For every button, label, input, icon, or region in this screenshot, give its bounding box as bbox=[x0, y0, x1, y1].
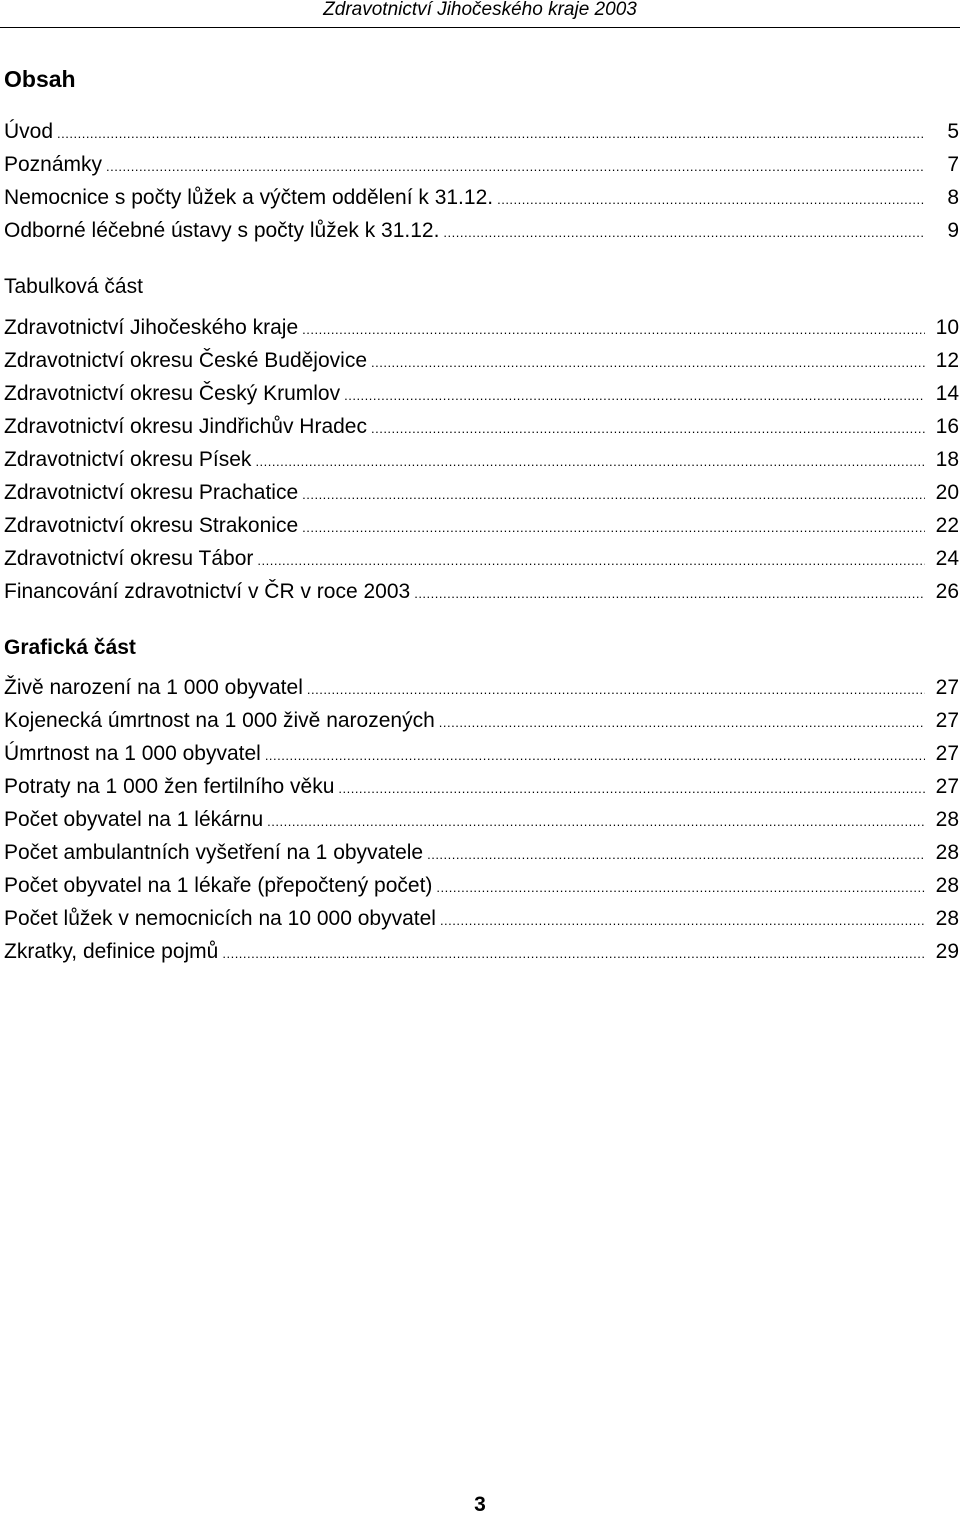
toc-leader-dots bbox=[307, 673, 925, 706]
toc-leader-dots bbox=[106, 150, 925, 183]
toc-entry-page: 16 bbox=[935, 415, 959, 438]
toc-leader-dots bbox=[302, 478, 925, 511]
toc-entry[interactable] bbox=[4, 836, 959, 869]
toc-leader-dots bbox=[440, 904, 925, 937]
toc-entry[interactable] bbox=[4, 671, 959, 704]
toc-tables-list bbox=[4, 311, 959, 608]
toc-entry-title: Zdravotnictví okresu České Budějovice bbox=[4, 349, 367, 372]
toc-leader-dots bbox=[255, 445, 925, 478]
toc-leader-dots bbox=[257, 544, 925, 577]
toc-entry-page: 24 bbox=[935, 547, 959, 570]
running-header: Zdravotnictví Jihočeského kraje 2003 bbox=[323, 0, 637, 20]
toc-entry[interactable] bbox=[4, 803, 959, 836]
toc-entry[interactable] bbox=[4, 935, 959, 968]
toc-graphics-list bbox=[4, 671, 959, 968]
toc-leader-dots bbox=[439, 706, 925, 739]
toc-leader-dots bbox=[443, 216, 925, 249]
toc-entry[interactable] bbox=[4, 770, 959, 803]
toc-entry-page: 26 bbox=[935, 580, 959, 603]
toc-entry[interactable] bbox=[4, 443, 959, 476]
toc-leader-dots bbox=[338, 772, 925, 805]
toc-leader-dots bbox=[302, 313, 925, 346]
toc-leader-dots bbox=[436, 871, 925, 904]
toc-entry[interactable] bbox=[4, 115, 959, 148]
toc-entry-page: 8 bbox=[947, 186, 959, 209]
toc-entry[interactable] bbox=[4, 476, 959, 509]
toc-entry[interactable] bbox=[4, 410, 959, 443]
toc-entry-title: Zdravotnictví okresu Český Krumlov bbox=[4, 382, 341, 405]
toc-entry-title: Živě narození na 1 000 obyvatel bbox=[4, 676, 303, 699]
toc-entry-page: 14 bbox=[935, 382, 959, 405]
toc-entry-title: Nemocnice s počty lůžek a výčtem oddělení k 31.12. bbox=[4, 186, 494, 209]
toc-entry-title: Úvod bbox=[4, 120, 54, 143]
toc-entry-title: Počet obyvatel na 1 lékaře (přepočtený počet) bbox=[4, 874, 433, 897]
toc-entry[interactable] bbox=[4, 311, 959, 344]
toc-entry-page: 5 bbox=[947, 120, 959, 143]
toc-entry-title: Potraty na 1 000 žen fertilního věku bbox=[4, 775, 335, 798]
toc-entry-page: 27 bbox=[935, 775, 959, 798]
toc-entry-page: 9 bbox=[947, 219, 959, 242]
toc-entry-page: 12 bbox=[935, 349, 959, 372]
page-number: 3 bbox=[474, 1493, 486, 1516]
toc-leader-dots bbox=[344, 379, 925, 412]
toc-entry-title: Kojenecká úmrtnost na 1 000 živě narozených bbox=[4, 709, 435, 732]
toc-entry-title: Počet obyvatel na 1 lékárnu bbox=[4, 808, 264, 831]
toc-entry[interactable] bbox=[4, 542, 959, 575]
toc-entry[interactable] bbox=[4, 902, 959, 935]
toc-entry-page: 7 bbox=[947, 153, 959, 176]
toc-leader-dots bbox=[302, 511, 925, 544]
toc-leader-dots bbox=[371, 412, 925, 445]
toc-entry-title: Zdravotnictví Jihočeského kraje bbox=[4, 316, 299, 339]
toc-title: Obsah bbox=[4, 66, 76, 92]
toc-entry-title: Zdravotnictví okresu Strakonice bbox=[4, 514, 299, 537]
toc-entry-page: 27 bbox=[935, 709, 959, 732]
toc-leader-dots bbox=[371, 346, 925, 379]
toc-leader-dots bbox=[57, 117, 925, 150]
toc-entry-page: 28 bbox=[935, 841, 959, 864]
toc-entry-page: 10 bbox=[935, 316, 959, 339]
toc-entry-title: Počet lůžek v nemocnicích na 10 000 obyvatel bbox=[4, 907, 436, 930]
toc-entry-title: Zdravotnictví okresu Jindřichův Hradec bbox=[4, 415, 367, 438]
toc-leader-dots bbox=[222, 937, 925, 970]
toc-entry-title: Odborné léčebné ústavy s počty lůžek k 31.12. bbox=[4, 219, 440, 242]
toc-entry[interactable] bbox=[4, 344, 959, 377]
toc-entry[interactable] bbox=[4, 181, 959, 214]
toc-entry-page: 20 bbox=[935, 481, 959, 504]
toc-leader-dots bbox=[414, 577, 925, 610]
toc-entry-title: Zkratky, definice pojmů bbox=[4, 940, 219, 963]
toc-entry[interactable] bbox=[4, 148, 959, 181]
toc-entry[interactable] bbox=[4, 214, 959, 247]
toc-entry[interactable] bbox=[4, 509, 959, 542]
header-divider bbox=[0, 27, 960, 28]
toc-entry-page: 22 bbox=[935, 514, 959, 537]
toc-entry-title: Zdravotnictví okresu Prachatice bbox=[4, 481, 299, 504]
toc-entry-page: 27 bbox=[935, 742, 959, 765]
toc-entry-title: Financování zdravotnictví v ČR v roce 2003 bbox=[4, 580, 411, 603]
toc-intro-list bbox=[4, 115, 959, 247]
toc-entry-title: Poznámky bbox=[4, 153, 103, 176]
toc-leader-dots bbox=[427, 838, 925, 871]
toc-entry[interactable] bbox=[4, 704, 959, 737]
toc-entry-page: 18 bbox=[935, 448, 959, 471]
toc-entry-page: 29 bbox=[935, 940, 959, 963]
toc-entry[interactable] bbox=[4, 737, 959, 770]
toc-entry-page: 27 bbox=[935, 676, 959, 699]
toc-entry-title: Zdravotnictví okresu Tábor bbox=[4, 547, 254, 570]
toc-leader-dots bbox=[267, 805, 925, 838]
section-heading-tables: Tabulková část bbox=[4, 275, 143, 298]
toc-entry-page: 28 bbox=[935, 808, 959, 831]
toc-entry[interactable] bbox=[4, 377, 959, 410]
toc-entry-title: Úmrtnost na 1 000 obyvatel bbox=[4, 742, 261, 765]
toc-entry-page: 28 bbox=[935, 874, 959, 897]
toc-entry[interactable] bbox=[4, 869, 959, 902]
toc-entry[interactable] bbox=[4, 575, 959, 608]
toc-entry-page: 28 bbox=[935, 907, 959, 930]
toc-leader-dots bbox=[265, 739, 925, 772]
toc-entry-title: Počet ambulantních vyšetření na 1 obyvatele bbox=[4, 841, 424, 864]
section-heading-graphics: Grafická část bbox=[4, 636, 136, 659]
toc-leader-dots bbox=[497, 183, 925, 216]
toc-entry-title: Zdravotnictví okresu Písek bbox=[4, 448, 252, 471]
